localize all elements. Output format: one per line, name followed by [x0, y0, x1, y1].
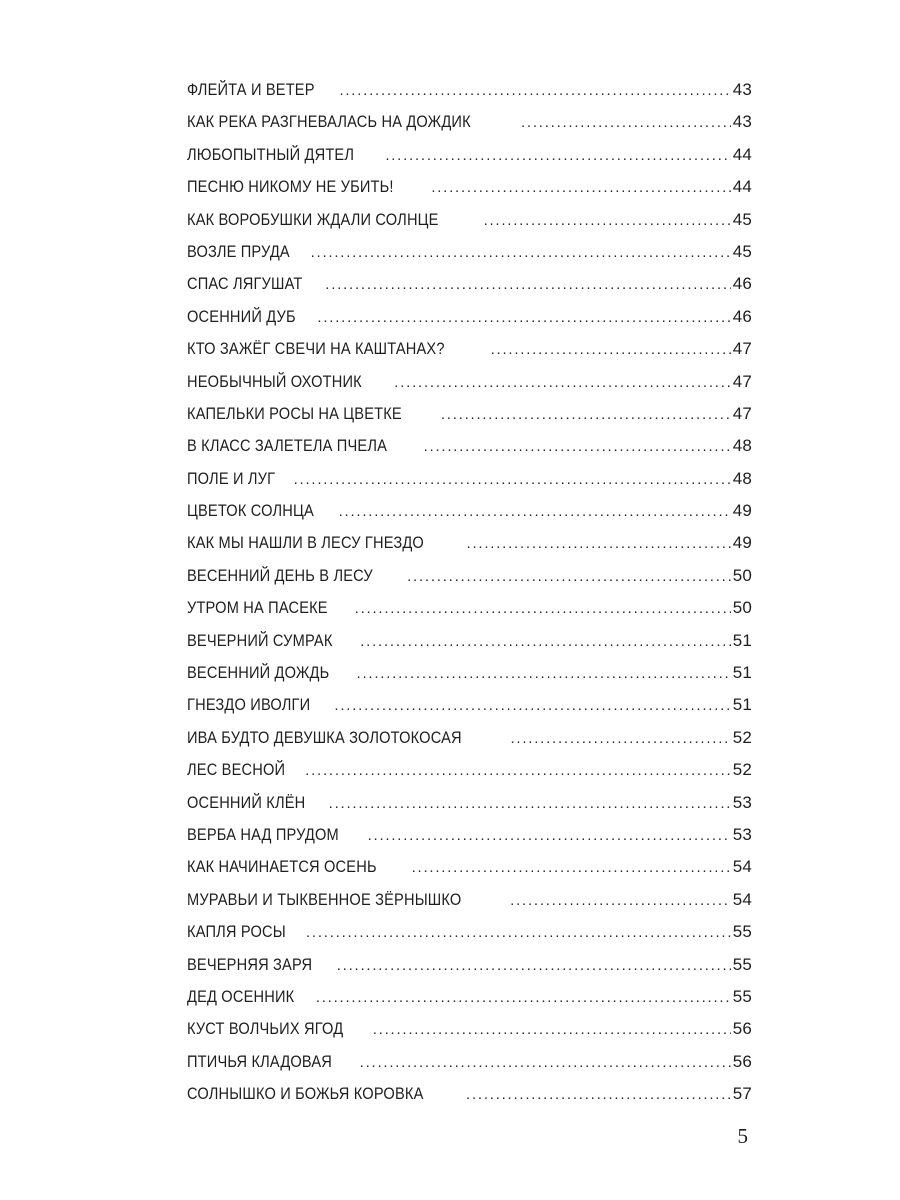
- toc-entry-page: 55: [732, 986, 752, 1006]
- toc-dot-leader: [325, 276, 730, 293]
- toc-dot-leader: [306, 924, 731, 941]
- toc-dot-leader: [368, 827, 731, 844]
- toc-entry: [187, 339, 752, 371]
- toc-dot-leader: [466, 1086, 731, 1103]
- toc-dot-leader: [373, 1021, 731, 1038]
- toc-entry-page: 50: [732, 565, 752, 585]
- toc-entry: [187, 469, 752, 501]
- toc-entry-page: 55: [732, 922, 752, 942]
- toc-entry-title: УТРОМ НА ПАСЕКЕ: [187, 598, 328, 618]
- toc-entry: [187, 112, 752, 144]
- toc-entry-page: 50: [732, 598, 752, 618]
- toc-entry-page: 45: [732, 241, 752, 261]
- toc-dot-leader: [467, 535, 731, 552]
- toc-entry: [187, 566, 752, 598]
- toc-entry-page: 51: [732, 695, 752, 715]
- toc-entry: [187, 1084, 752, 1116]
- toc-entry: [187, 274, 752, 306]
- toc-entry-title: КАПЕЛЬКИ РОСЫ НА ЦВЕТКЕ: [187, 403, 402, 423]
- toc-dot-leader: [294, 471, 731, 488]
- toc-entry-page: 43: [732, 80, 752, 99]
- toc-dot-leader: [360, 1054, 731, 1071]
- toc-entry-page: 48: [732, 468, 752, 488]
- toc-entry: [187, 793, 752, 825]
- toc-entry-title: КАПЛЯ РОСЫ: [187, 922, 286, 942]
- toc-dot-leader: [329, 795, 731, 812]
- toc-dot-leader: [394, 374, 730, 391]
- toc-entry-title: ВЕСЕННИЙ ДЕНЬ В ЛЕСУ: [187, 565, 373, 585]
- toc-entry-page: 46: [732, 274, 752, 294]
- toc-entry-page: 44: [732, 144, 752, 164]
- toc-entry-page: 48: [732, 436, 752, 456]
- toc-entry-title: ОСЕННИЙ КЛЁН: [187, 792, 306, 812]
- toc-entry-title: КАК МЫ НАШЛИ В ЛЕСУ ГНЕЗДО: [187, 533, 424, 553]
- toc-entry-title: СПАС ЛЯГУШАТ: [187, 274, 303, 294]
- toc-dot-leader: [412, 859, 731, 876]
- toc-entry: [187, 987, 752, 1019]
- toc-dot-leader: [339, 82, 730, 99]
- toc-entry-page: 47: [732, 339, 752, 359]
- toc-dot-leader: [511, 730, 731, 747]
- toc-entry-title: ПЕСНЮ НИКОМУ НЕ УБИТЬ!: [187, 177, 394, 197]
- toc-entry: [187, 922, 752, 954]
- toc-dot-leader: [521, 114, 731, 131]
- toc-dot-leader: [339, 503, 731, 520]
- toc-entry: [187, 177, 752, 209]
- toc-entry-page: 47: [732, 371, 752, 391]
- toc-entry: [187, 145, 752, 177]
- toc-entry-page: 51: [732, 630, 752, 650]
- toc-entry-page: 57: [732, 1084, 752, 1104]
- toc-entry-page: 56: [732, 1051, 752, 1071]
- toc-dot-leader: [305, 762, 731, 779]
- toc-entry-title: ВОЗЛЕ ПРУДА: [187, 241, 290, 261]
- toc-entry-title: МУРАВЬИ И ТЫКВЕННОЕ ЗЁРНЫШКО: [187, 889, 462, 909]
- toc-entry-page: 45: [732, 209, 752, 229]
- toc-entry-title: ОСЕННИЙ ДУБ: [187, 306, 296, 326]
- toc-entry: [187, 436, 752, 468]
- toc-entry-title: ПТИЧЬЯ КЛАДОВАЯ: [187, 1051, 333, 1071]
- toc-entry-title: СОЛНЫШКО И БОЖЬЯ КОРОВКА: [187, 1084, 424, 1104]
- toc-dot-leader: [510, 892, 731, 909]
- toc-entry-title: ВЕЧЕРНЯЯ ЗАРЯ: [187, 954, 313, 974]
- toc-entry-title: ГНЕЗДО ИВОЛГИ: [187, 695, 311, 715]
- toc-entry-title: ПОЛЕ И ЛУГ: [187, 468, 276, 488]
- toc-entry-page: 51: [732, 663, 752, 683]
- toc-dot-leader: [337, 957, 731, 974]
- toc-entry: [187, 1052, 752, 1084]
- toc-dot-leader: [317, 309, 730, 326]
- toc-entry: [187, 80, 752, 112]
- toc-entry: [187, 242, 752, 274]
- toc-entry: [187, 857, 752, 889]
- toc-dot-leader: [407, 568, 731, 585]
- toc-entry: [187, 598, 752, 630]
- toc-entry-title: КУСТ ВОЛЧЬИХ ЯГОД: [187, 1019, 344, 1039]
- toc-entry-title: ВЕРБА НАД ПРУДОМ: [187, 824, 339, 844]
- toc-entry-title: КАК РЕКА РАЗГНЕВАЛАСЬ НА ДОЖДИК: [187, 112, 471, 132]
- toc-entry-title: КТО ЗАЖЁГ СВЕЧИ НА КАШТАНАХ?: [187, 339, 445, 359]
- toc-entry-page: 54: [732, 889, 752, 909]
- toc-entry-page: 46: [732, 306, 752, 326]
- toc-entry-page: 56: [732, 1019, 752, 1039]
- toc-dot-leader: [424, 438, 731, 455]
- toc-entry-title: КАК ВОРОБУШКИ ЖДАЛИ СОЛНЦЕ: [187, 209, 439, 229]
- toc-dot-leader: [360, 633, 730, 650]
- toc-entry: [187, 760, 752, 792]
- toc-entry-page: 49: [732, 501, 752, 521]
- toc-entry-title: ЛЮБОПЫТНЫЙ ДЯТЕЛ: [187, 144, 355, 164]
- toc-entry-page: 53: [732, 824, 752, 844]
- toc-dot-leader: [357, 665, 731, 682]
- toc-entry: [187, 728, 752, 760]
- toc-entry-title: ЛЕС ВЕСНОЙ: [187, 760, 286, 780]
- toc-entry-page: 49: [732, 533, 752, 553]
- toc-entry: [187, 501, 752, 533]
- toc-entry: [187, 1019, 752, 1051]
- toc-entry-page: 44: [732, 177, 752, 197]
- toc-entry: [187, 663, 752, 695]
- toc-entry-page: 47: [732, 403, 752, 423]
- toc-entry: [187, 404, 752, 436]
- toc-entry: [187, 890, 752, 922]
- toc-dot-leader: [385, 147, 730, 164]
- toc-entry: [187, 955, 752, 987]
- toc-entry-page: 53: [732, 792, 752, 812]
- toc-entry-title: ФЛЕЙТА И ВЕТЕР: [187, 80, 315, 99]
- toc-entry-title: КАК НАЧИНАЕТСЯ ОСЕНЬ: [187, 857, 377, 877]
- toc-entry-page: 43: [732, 112, 752, 132]
- toc-entry-title: ДЕД ОСЕННИК: [187, 986, 295, 1006]
- toc-entry-title: НЕОБЫЧНЫЙ ОХОТНИК: [187, 371, 362, 391]
- toc-entry-page: 54: [732, 857, 752, 877]
- toc-dot-leader: [355, 600, 731, 617]
- page-number: 5: [737, 1124, 748, 1148]
- toc-entry-title: В КЛАСС ЗАЛЕТЕЛА ПЧЕЛА: [187, 436, 388, 456]
- toc-dot-leader: [431, 179, 730, 196]
- toc-entry-page: 55: [732, 954, 752, 974]
- toc-dot-leader: [491, 341, 731, 358]
- toc-entry: [187, 533, 752, 565]
- toc-entry-page: 52: [732, 760, 752, 780]
- toc-dot-leader: [334, 697, 730, 714]
- toc-dot-leader: [316, 989, 731, 1006]
- toc-dot-leader: [311, 244, 731, 261]
- toc-entry-title: ВЕСЕННИЙ ДОЖДЬ: [187, 663, 330, 683]
- toc-dot-leader: [484, 212, 731, 229]
- toc-entry: [187, 372, 752, 404]
- toc-entry-title: ЦВЕТОК СОЛНЦА: [187, 501, 314, 521]
- toc-entry-page: 52: [732, 727, 752, 747]
- toc-entry: [187, 825, 752, 857]
- table-of-contents: [187, 80, 752, 1117]
- toc-entry-title: ВЕЧЕРНИЙ СУМРАК: [187, 630, 333, 650]
- toc-dot-leader: [441, 406, 731, 423]
- toc-entry: [187, 631, 752, 663]
- toc-entry: [187, 695, 752, 727]
- toc-entry-title: ИВА БУДТО ДЕВУШКА ЗОЛОТОКОСАЯ: [187, 727, 462, 747]
- toc-entry: [187, 210, 752, 242]
- toc-entry: [187, 307, 752, 339]
